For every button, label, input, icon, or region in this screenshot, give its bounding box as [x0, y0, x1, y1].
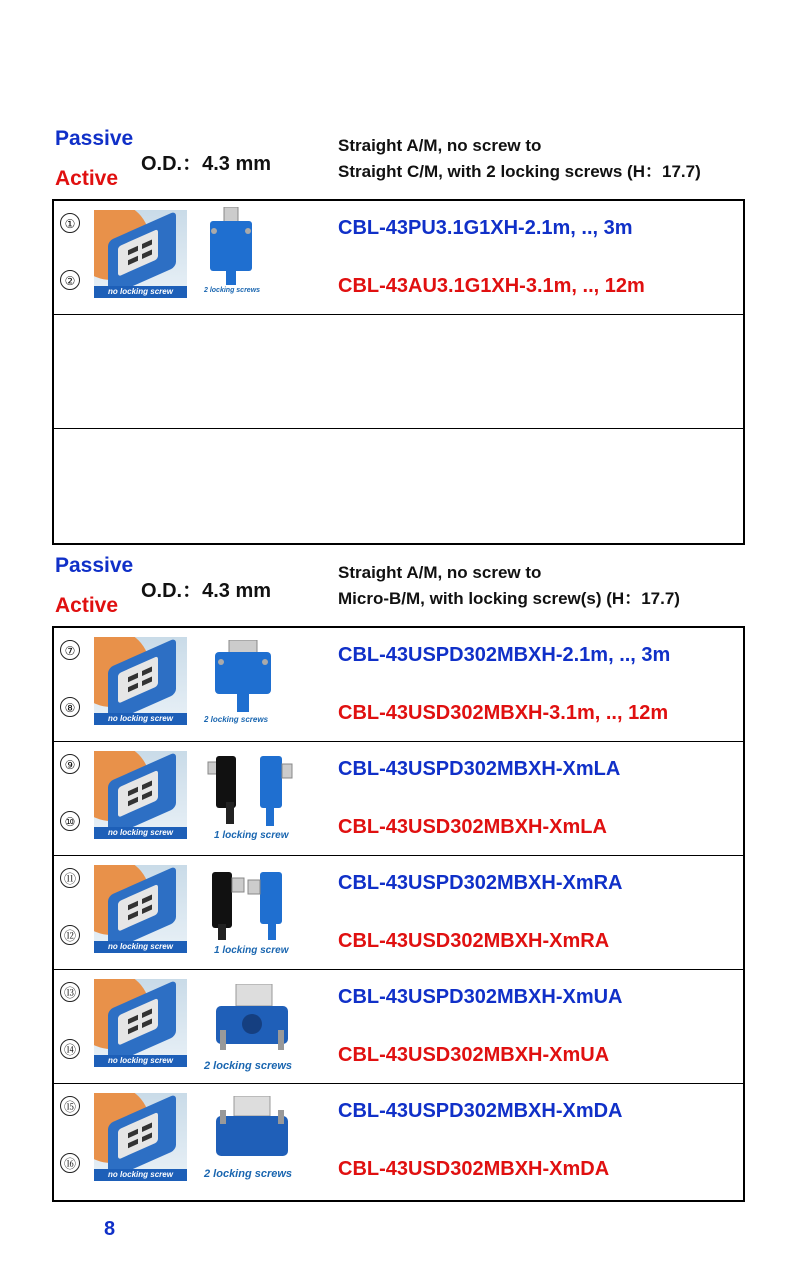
image-caption: 1 locking screw	[214, 830, 289, 841]
down-angle-plug-image	[212, 1096, 292, 1162]
up-angle-plug-image	[212, 984, 292, 1054]
part-number-passive: CBL-43USPD302MBXH-XmRA	[338, 872, 623, 894]
part-number-passive: CBL-43USPD302MBXH-2.1m, .., 3m	[338, 644, 671, 666]
left-angle-plug-image	[204, 752, 294, 828]
active-label: Active	[55, 167, 119, 190]
usb-a-plug-image	[94, 751, 187, 839]
item-number: ⑬	[60, 982, 80, 1002]
usb-c-plug-image	[202, 207, 262, 285]
part-number-passive: CBL-43USPD302MBXH-XmDA	[338, 1100, 623, 1122]
empty-row	[54, 429, 743, 543]
usb-a-plug-image	[94, 979, 187, 1067]
passive-label: Passive	[55, 554, 134, 577]
connector-description	[338, 133, 701, 185]
image-caption: no locking screw	[94, 1169, 187, 1181]
product-row	[54, 628, 743, 742]
usb-a-plug-image	[94, 865, 187, 953]
image-caption: no locking screw	[94, 941, 187, 953]
product-row	[54, 856, 743, 970]
description-line: Straight A/M, no screw to	[338, 136, 542, 155]
image-caption: 2 locking screws	[204, 287, 261, 294]
micro-b-plug-image	[209, 640, 279, 712]
part-number-passive: CBL-43PU3.1G1XH-2.1m, .., 3m	[338, 217, 633, 239]
product-table	[52, 199, 745, 545]
description-line: Micro-B/M, with locking screw(s) (H：17.7)	[338, 589, 680, 608]
part-number-active: CBL-43USD302MBXH-XmRA	[338, 930, 610, 952]
item-number: ⑦	[60, 640, 80, 660]
part-number-passive: CBL-43USPD302MBXH-XmUA	[338, 986, 623, 1008]
image-caption: 2 locking screws	[204, 1168, 293, 1180]
section-header	[55, 554, 755, 624]
part-number-active: CBL-43AU3.1G1XH-3.1m, .., 12m	[338, 275, 645, 297]
part-number-passive: CBL-43USPD302MBXH-XmLA	[338, 758, 621, 780]
item-number: ⑫	[60, 925, 80, 945]
image-caption: 2 locking screws	[204, 715, 269, 724]
image-caption: no locking screw	[94, 1055, 187, 1067]
description-line: Straight A/M, no screw to	[338, 563, 542, 582]
usb-a-plug-image	[94, 210, 187, 298]
item-number: ①	[60, 213, 80, 233]
item-number: ②	[60, 270, 80, 290]
item-number: ⑧	[60, 697, 80, 717]
part-number-active: CBL-43USD302MBXH-XmUA	[338, 1044, 610, 1066]
connector-description	[338, 560, 680, 612]
part-number-active: CBL-43USD302MBXH-XmDA	[338, 1158, 610, 1180]
description-line: Straight C/M, with 2 locking screws (H：17.7)	[338, 162, 701, 181]
outer-diameter: O.D.：4.3 mm	[141, 153, 272, 175]
image-caption: no locking screw	[94, 286, 187, 298]
product-row	[54, 970, 743, 1084]
image-caption: 2 locking screws	[204, 1060, 293, 1072]
product-row	[54, 742, 743, 856]
empty-row	[54, 315, 743, 429]
item-number: ⑨	[60, 754, 80, 774]
passive-label: Passive	[55, 127, 134, 150]
item-number: ⑮	[60, 1096, 80, 1116]
page-number: 8	[104, 1218, 116, 1240]
active-label: Active	[55, 594, 119, 617]
image-caption: 1 locking screw	[214, 945, 289, 956]
right-angle-plug-image	[204, 868, 294, 942]
section-header	[55, 127, 755, 197]
usb-a-plug-image	[94, 637, 187, 725]
part-number-active: CBL-43USD302MBXH-3.1m, .., 12m	[338, 702, 669, 724]
outer-diameter: O.D.：4.3 mm	[141, 580, 272, 602]
item-number: ⑩	[60, 811, 80, 831]
image-caption: no locking screw	[94, 713, 187, 725]
item-number: ⑪	[60, 868, 80, 888]
item-number: ⑭	[60, 1039, 80, 1059]
product-table	[52, 626, 745, 1202]
item-number: ⑯	[60, 1153, 80, 1173]
image-caption: no locking screw	[94, 827, 187, 839]
product-row	[54, 1084, 743, 1198]
usb-a-plug-image	[94, 1093, 187, 1181]
part-number-active: CBL-43USD302MBXH-XmLA	[338, 816, 607, 838]
product-row	[54, 201, 743, 315]
